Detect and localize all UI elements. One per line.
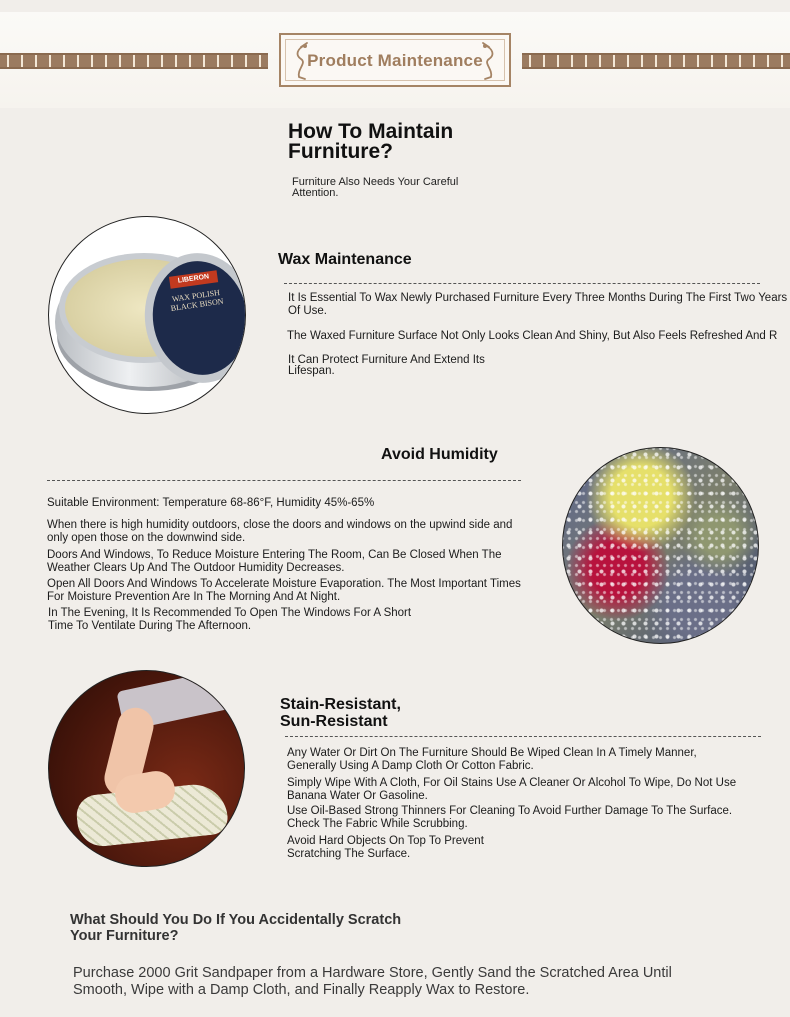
wax-tin-image	[48, 216, 246, 414]
scratch-answer: Purchase 2000 Grit Sandpaper from a Hardware Store, Gently Sand the Scratched Area Until Smooth, Wipe with a Damp Cloth, and Finally Reapply Wax to Restore.	[73, 965, 672, 998]
fret-border-right	[522, 53, 790, 69]
humidity-divider	[47, 480, 521, 481]
wax-line-3: It Can Protect Furniture And Extend Its Lifespan.	[288, 354, 485, 377]
dragon-right-icon	[477, 41, 499, 81]
humidity-line-4: Open All Doors And Windows To Accelerate Moisture Evaporation. The Most Important Times For Moisture Prevention Are In The Morning And At Night.	[47, 578, 521, 603]
page-title: How To Maintain Furniture?	[288, 120, 454, 163]
stain-divider	[285, 736, 761, 737]
humidity-line-1: Suitable Environment: Temperature 68-86°F, Humidity 45%-65%	[47, 497, 375, 509]
stain-line-1: Any Water Or Dirt On The Furniture Should Be Wiped Clean In A Timely Manner, Generally Using A Damp Cloth Or Cotton Fabric.	[287, 747, 697, 772]
tin-logo: LIBERON	[169, 270, 218, 289]
wiping-table-image	[48, 670, 245, 867]
stain-line-2: Simply Wipe With A Cloth, For Oil Stains Use A Cleaner Or Alcohol To Wipe, Do Not Use Banana Water Or Gasoline.	[287, 777, 737, 802]
scratch-question: What Should You Do If You Accidentally Scratch Your Furniture?	[70, 912, 402, 944]
stain-line-4: Avoid Hard Objects On Top To Prevent Scratching The Surface.	[287, 835, 484, 860]
wax-line-1: It Is Essential To Wax Newly Purchased Furniture Every Three Months During The First Two Years Of Use.	[288, 292, 788, 317]
water-droplets	[563, 448, 758, 643]
page-subtitle: Furniture Also Needs Your Careful Attention.	[292, 176, 459, 199]
wax-section-title: Wax Maintenance	[278, 251, 412, 268]
fret-border-left	[0, 53, 268, 69]
rainy-window-image	[562, 447, 759, 644]
humidity-line-5: In The Evening, It Is Recommended To Open The Windows For A Short Time To Ventilate During The Afternoon.	[48, 607, 412, 632]
stain-section-title: Stain-Resistant, Sun-Resistant	[280, 696, 401, 730]
banner-frame	[279, 33, 511, 87]
humidity-section-title: Avoid Humidity	[381, 446, 498, 463]
tin-label: WAX POLISH BLACK BISON	[170, 288, 225, 313]
humidity-line-2: When there is high humidity outdoors, close the doors and windows on the upwind side and only open those on the downwind side.	[47, 519, 513, 544]
stain-line-3: Use Oil-Based Strong Thinners For Cleaning To Avoid Further Damage To The Surface. Check The Fabric While Scrubbing.	[287, 805, 733, 830]
banner-title: Product Maintenance	[307, 51, 483, 70]
wax-line-2: The Waxed Furniture Surface Not Only Looks Clean And Shiny, But Also Feels Refreshed And R	[287, 330, 778, 342]
humidity-line-3: Doors And Windows, To Reduce Moisture Entering The Room, Can Be Closed When The Weather Clears Up And The Outdoor Humidity Decreases.	[47, 549, 502, 574]
wax-divider	[284, 283, 760, 284]
